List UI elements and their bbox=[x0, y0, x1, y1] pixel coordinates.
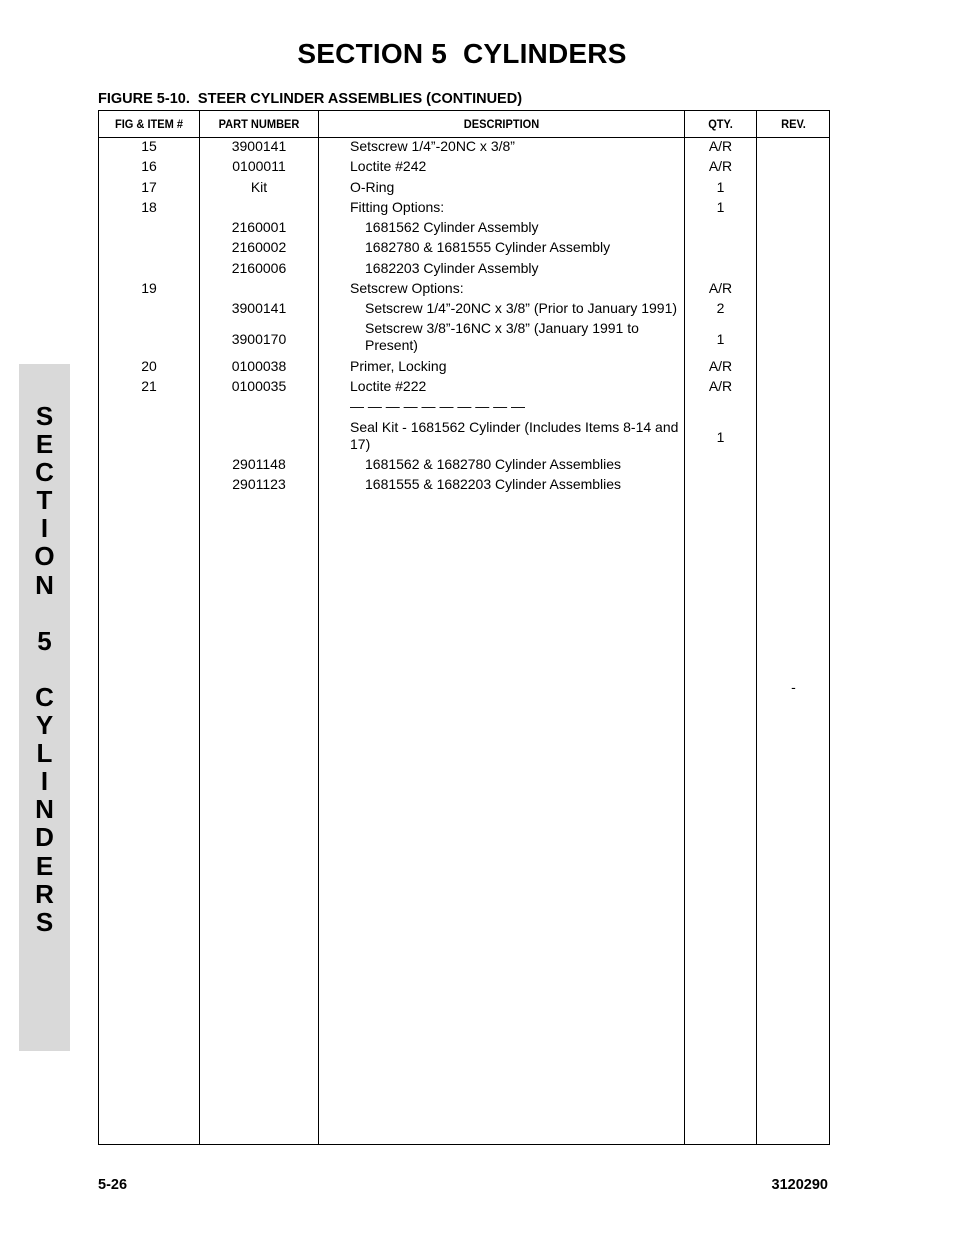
cell-part-number: Kit bbox=[250, 179, 268, 195]
cell-description: 1681555 & 1682203 Cylinder Assemblies bbox=[365, 476, 622, 492]
figure-title: FIGURE 5-10. STEER CYLINDER ASSEMBLIES (CONTINUED) bbox=[98, 91, 523, 107]
cell-fig-item: 16 bbox=[141, 158, 157, 174]
side-tab-letter: I bbox=[40, 766, 49, 797]
cell-qty: 1 bbox=[716, 179, 725, 195]
side-tab-letter bbox=[19, 599, 70, 627]
cell-description: Loctite #222 bbox=[350, 378, 427, 394]
cell-description: Setscrew 1/4”-20NC x 3/8” bbox=[350, 138, 515, 154]
side-tab-letter: I bbox=[40, 513, 49, 544]
column-header-rev: REV. bbox=[781, 117, 806, 131]
side-tab-letter: S bbox=[35, 906, 54, 937]
cell-description: Setscrew 1/4”-20NC x 3/8” (Prior to January 1991) bbox=[365, 300, 678, 316]
cell-qty: A/R bbox=[708, 358, 733, 374]
side-tab-letter: L bbox=[36, 738, 53, 769]
cell-fig-item: 20 bbox=[141, 358, 157, 374]
column-divider bbox=[756, 111, 757, 1144]
side-tab-letter: C bbox=[35, 681, 54, 712]
cell-part-number: 2160002 bbox=[231, 239, 287, 255]
column-header-qty: QTY. bbox=[708, 117, 733, 131]
cell-description: Setscrew 3/8”-16NC x 3/8” (January 1991 to Present) bbox=[365, 320, 639, 353]
cell-description: Seal Kit - 1681562 Cylinder (Includes Items 8-14 and 17) bbox=[350, 419, 679, 452]
cell-part-number: 2160001 bbox=[231, 219, 287, 235]
cell-qty: A/R bbox=[708, 158, 733, 174]
cell-description: O-Ring bbox=[350, 179, 395, 195]
cell-description: Loctite #242 bbox=[350, 158, 427, 174]
cell-qty: 1 bbox=[716, 199, 725, 215]
section-side-tab bbox=[19, 364, 70, 1051]
cell-part-number: 3900170 bbox=[231, 331, 287, 347]
cell-description: 1682780 & 1681555 Cylinder Assembly bbox=[365, 239, 611, 255]
column-divider bbox=[318, 111, 319, 1144]
side-tab-letter: S bbox=[35, 401, 54, 431]
cell-fig-item: 21 bbox=[141, 378, 157, 394]
cell-description: Primer, Locking bbox=[350, 358, 447, 374]
cell-part-number: 0100011 bbox=[232, 158, 286, 174]
cell-qty: 1 bbox=[716, 331, 725, 347]
cell-description: 1681562 & 1682780 Cylinder Assemblies bbox=[365, 456, 622, 472]
section-title: SECTION 5 CYLINDERS bbox=[297, 38, 627, 69]
column-header-fig-item: FIG & ITEM # bbox=[114, 117, 184, 131]
column-header-description: DESCRIPTION bbox=[463, 117, 540, 131]
cell-qty: A/R bbox=[708, 280, 733, 296]
side-tab-letter: N bbox=[35, 569, 54, 600]
cell-description: — — — — — — — — — — bbox=[350, 398, 526, 414]
cell-fig-item: 17 bbox=[141, 179, 157, 195]
cell-part-number: 2901123 bbox=[232, 476, 286, 492]
cell-description: 1682203 Cylinder Assembly bbox=[365, 260, 539, 276]
cell-part-number: 2160006 bbox=[231, 260, 287, 276]
rev-mark: - bbox=[791, 679, 796, 695]
side-tab-letter: N bbox=[35, 794, 54, 825]
column-header-part-number: PART NUMBER bbox=[218, 117, 300, 131]
cell-fig-item: 15 bbox=[141, 138, 157, 154]
cell-part-number: 2901148 bbox=[232, 456, 286, 472]
document-number: 3120290 bbox=[771, 1177, 828, 1193]
side-tab-letter: R bbox=[35, 878, 54, 909]
cell-description: Setscrew Options: bbox=[350, 280, 464, 296]
cell-part-number: 3900141 bbox=[231, 300, 287, 316]
cell-description: 1681562 Cylinder Assembly bbox=[365, 219, 539, 235]
side-tab-letter: E bbox=[35, 429, 54, 460]
cell-qty: 2 bbox=[716, 300, 725, 316]
page-number: 5-26 bbox=[98, 1177, 128, 1193]
side-tab-letter: 5 bbox=[37, 625, 52, 656]
cell-part-number: 0100038 bbox=[231, 358, 287, 374]
cell-qty: 1 bbox=[716, 429, 725, 445]
side-tab-letter: Y bbox=[35, 710, 54, 741]
side-tab-letter: C bbox=[35, 457, 54, 488]
cell-qty: A/R bbox=[708, 378, 733, 394]
side-tab-letter: O bbox=[34, 541, 55, 572]
side-tab-letter: D bbox=[35, 822, 54, 853]
cell-fig-item: 18 bbox=[141, 199, 157, 215]
parts-table bbox=[98, 110, 830, 1145]
cell-fig-item: 19 bbox=[141, 280, 157, 296]
cell-qty: A/R bbox=[708, 138, 733, 154]
cell-part-number: 0100035 bbox=[231, 378, 287, 394]
cell-description: Fitting Options: bbox=[350, 199, 445, 215]
side-tab-letter bbox=[19, 655, 70, 683]
side-tab-letter: E bbox=[35, 850, 54, 881]
side-tab-letter: T bbox=[36, 485, 53, 516]
cell-part-number: 3900141 bbox=[231, 138, 287, 154]
